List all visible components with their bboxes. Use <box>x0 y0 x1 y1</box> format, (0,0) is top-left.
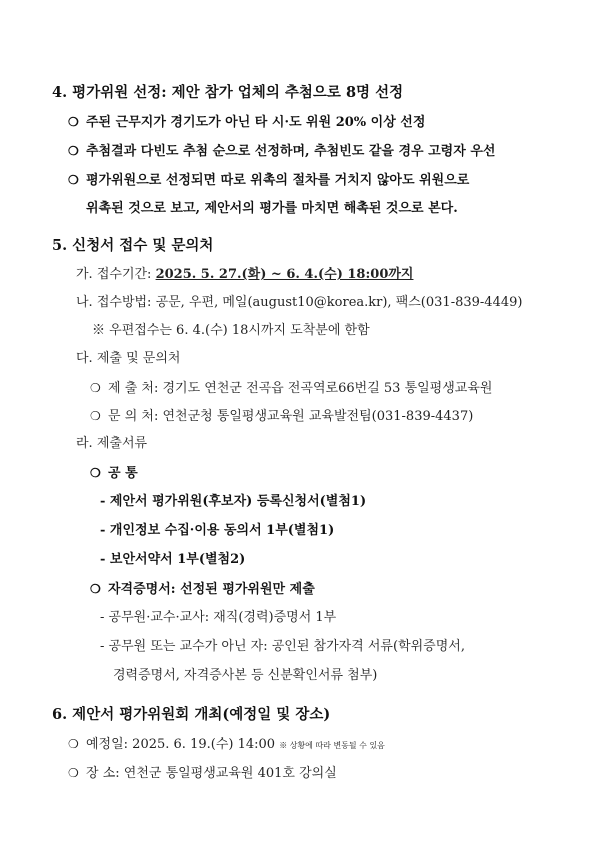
circle-bullet-icon: ❍ <box>90 582 101 596</box>
common-documents-title: ❍ 공 통 <box>90 463 138 484</box>
certificate-title: ❍ 자격증명서: 선정된 평가위원만 제출 <box>90 579 315 600</box>
section-4-title: 4. 평가위원 선정: 제안 참가 업체의 추첨으로 8명 선정 <box>52 84 404 101</box>
section-4-item: ❍ 추첨결과 다빈도 추첨 순으로 선정하며, 추첨빈도 같을 경우 고령자 우선 <box>68 141 495 162</box>
circle-bullet-icon: ❍ <box>90 466 101 480</box>
application-period-value: 2025. 5. 27.(화) ~ 6. 4.(수) 18:00까지 <box>155 267 414 282</box>
date-change-note: ※ 상황에 따라 변동될 수 있음 <box>279 741 385 750</box>
section-4-item: ❍ 평가위원으로 선정되면 따로 위촉의 절차를 거치지 않아도 위원으로 <box>68 170 469 191</box>
mail-note: ※ 우편접수는 6. 4.(수) 18시까지 도착분에 한함 <box>92 323 370 338</box>
section-6-title: 6. 제안서 평가위원회 개최(예정일 및 장소) <box>52 706 331 723</box>
application-method: 나. 접수방법: 공문, 우편, 메일(august10@korea.kr), 팩스(031-839-4449) <box>76 295 523 310</box>
circle-bullet-icon: ❍ <box>68 737 79 751</box>
submission-contact-heading: 다. 제출 및 문의처 <box>76 351 181 366</box>
meeting-date: ❍ 예정일: 2025. 6. 19.(수) 14:00 ※ 상황에 따라 변동될 수 있음 <box>68 734 385 756</box>
certificate-item: - 공무원·교수·교사: 재직(경력)증명서 1부 <box>100 610 337 625</box>
required-documents-heading: 라. 제출서류 <box>76 436 148 451</box>
contact-info: ❍ 문 의 처: 연천군청 통일평생교육원 교육발전팀(031-839-4437) <box>90 406 473 427</box>
submission-address: ❍ 제 출 처: 경기도 연천군 전곡읍 전곡역로66번길 53 통일평생교육원 <box>90 378 492 399</box>
circle-bullet-icon: ❍ <box>68 766 79 780</box>
meeting-place: ❍ 장 소: 연천군 통일평생교육원 401호 강의실 <box>68 763 337 784</box>
circle-bullet-icon: ❍ <box>90 409 101 423</box>
circle-bullet-icon: ❍ <box>68 115 79 129</box>
document-item: - 제안서 평가위원(후보자) 등록신청서(별첨1) <box>100 494 367 509</box>
section-4-item-continuation: 위촉된 것으로 보고, 제안서의 평가를 마치면 해촉된 것으로 본다. <box>86 201 458 216</box>
document-item: - 보안서약서 1부(별첨2) <box>100 552 246 567</box>
certificate-item: - 공무원 또는 교수가 아닌 자: 공인된 참가자격 서류(학위증명서, <box>100 639 465 654</box>
circle-bullet-icon: ❍ <box>68 144 79 158</box>
section-5-title: 5. 신청서 접수 및 문의처 <box>52 237 214 254</box>
circle-bullet-icon: ❍ <box>68 173 79 187</box>
section-4-item: ❍ 주된 근무지가 경기도가 아닌 타 시·도 위원 20% 이상 선정 <box>68 112 425 133</box>
certificate-item-continuation: 경력증명서, 자격증사본 등 신분확인서류 첨부) <box>113 668 378 683</box>
document-item: - 개인정보 수집·이용 동의서 1부(별첨1) <box>100 523 335 538</box>
circle-bullet-icon: ❍ <box>90 381 101 395</box>
application-period: 가. 접수기간: 2025. 5. 27.(화) ~ 6. 4.(수) 18:00까지 <box>76 267 414 282</box>
